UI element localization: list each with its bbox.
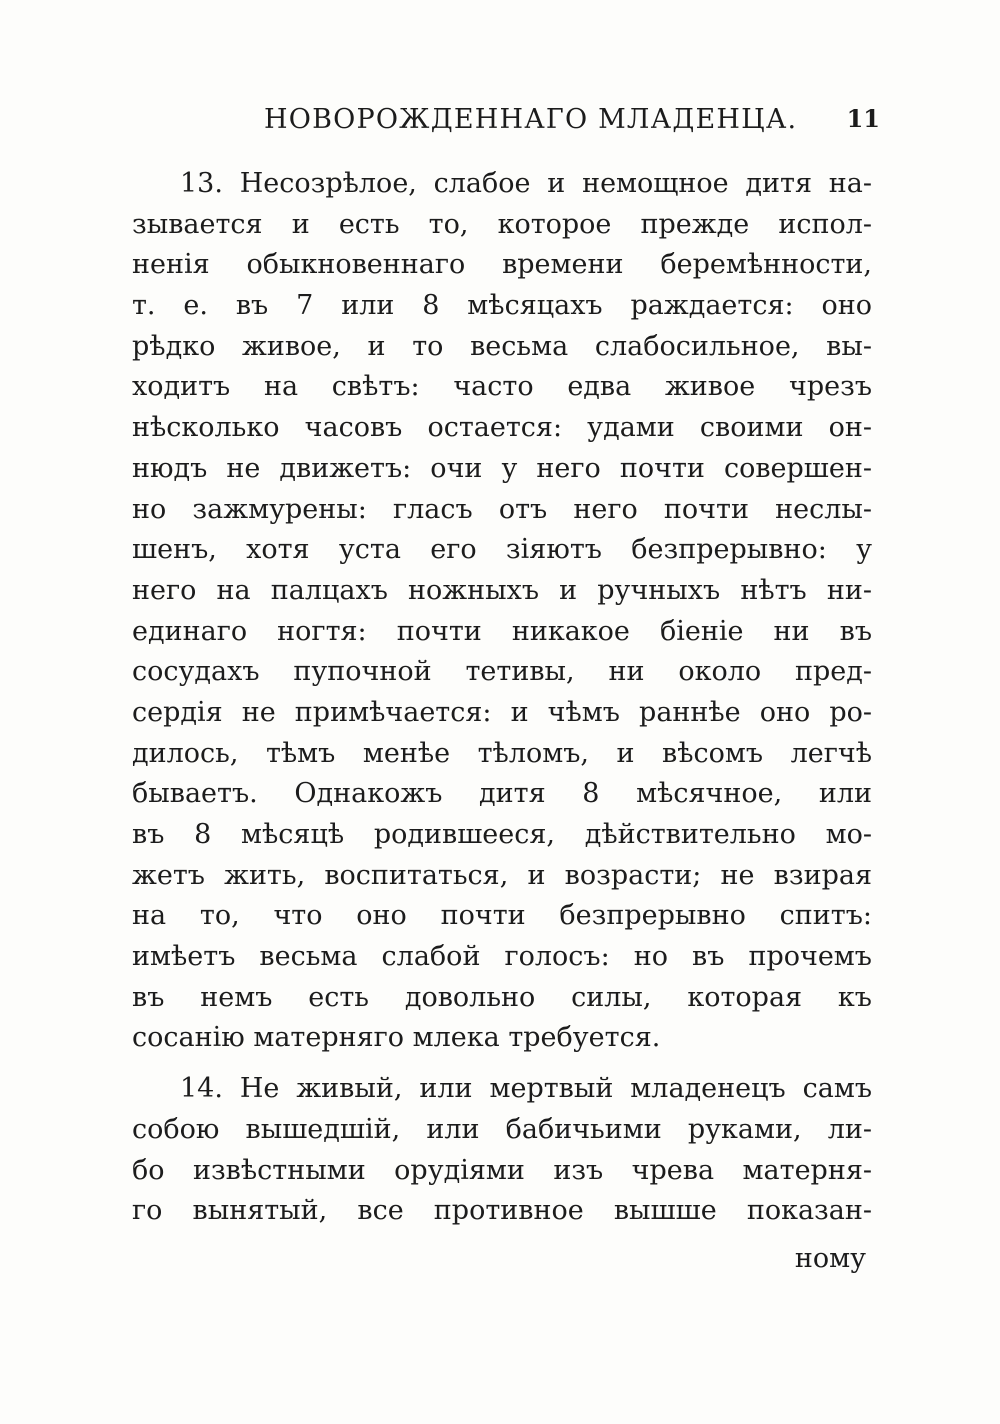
text-line: сердія не примѣчается: и чѣмъ раннѣе оно ро- [132, 696, 872, 728]
text-line: въ 8 мѣсяцѣ родившееся, дѣйствительно мо- [132, 819, 872, 850]
text-line: нюдъ не движетъ: очи у него почти совершен- [132, 452, 872, 484]
text-line: бо извѣстными орудіями изъ чрева матерня- [132, 1154, 872, 1186]
text-line: рѣдко живое, и то весьма слабосильное, вы- [132, 330, 872, 362]
text-line: сосанію матерняго млека требуется. [132, 1022, 661, 1054]
paragraph-14 [132, 1069, 872, 1232]
text-line: нѣсколько часовъ остается: удами своими он- [132, 412, 872, 444]
text-line: собою вышедшій, или бабичьими руками, ли- [132, 1113, 872, 1145]
text-line: ненія обыкновеннаго времени беремѣнности, [132, 249, 872, 281]
text-line: т. е. въ 7 или 8 мѣсяцахъ раждается: оно [132, 290, 872, 322]
text-line: сосудахъ пупочной тетивы, ни около пред- [132, 656, 872, 688]
text-line: зывается и есть то, которое прежде испол- [132, 208, 872, 240]
catchword: ному [794, 1243, 866, 1274]
text-line: него на палцахъ ножныхъ и ручныхъ нѣтъ ни- [132, 574, 872, 606]
text-line: 13. Несозрѣлое, слабое и немощное дитя на- [180, 168, 872, 199]
text-line: на то, что оно почти безпрерывно спитъ: [132, 900, 872, 932]
text-line: но зажмурены: гласъ отъ него почти неслы- [132, 493, 872, 525]
text-line: ходитъ на свѣтъ: часто едва живое чрезъ [132, 371, 872, 403]
page-number: 11 [846, 104, 880, 133]
page-header [130, 104, 880, 144]
text-line: дилось, тѣмъ менѣе тѣломъ, и вѣсомъ легчѣ [132, 737, 872, 769]
text-block [132, 164, 872, 1242]
text-line: въ немъ есть довольно силы, которая къ [132, 981, 872, 1013]
text-line: имѣетъ весьма слабой голосъ: но въ прочемъ [132, 941, 872, 973]
text-line: шенъ, хотя уста его зіяютъ безпрерывно: у [132, 534, 872, 566]
text-line: го вынятый, все противное вышше показан- [132, 1195, 872, 1227]
running-head: НОВОРОЖДЕННАГО МЛАДЕНЦА. [264, 104, 798, 135]
text-line: бываетъ. Однакожъ дитя 8 мѣсячное, или [132, 778, 872, 810]
text-line: жетъ жить, воспитаться, и возрасти; не взирая [132, 859, 872, 891]
text-line: единаго ногтя: почти никакое біеніе ни въ [132, 615, 872, 647]
paragraph-13 [132, 164, 872, 1059]
text-line: 14. Не живый, или мертвый младенецъ самъ [180, 1073, 872, 1105]
